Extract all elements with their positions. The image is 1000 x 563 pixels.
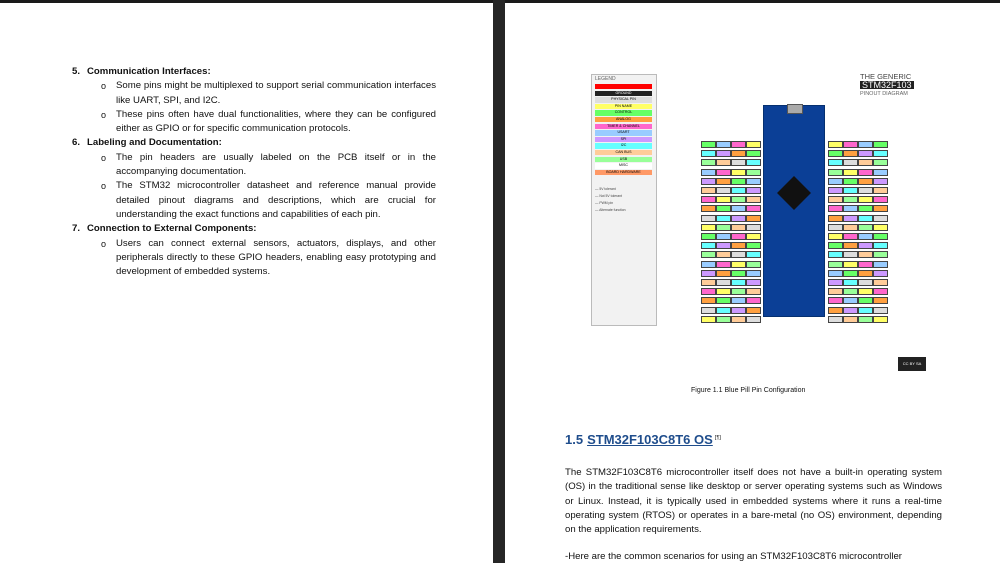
pin-label-block xyxy=(746,297,761,304)
pin-label-block xyxy=(858,187,873,194)
section-number: 1.5 xyxy=(565,432,584,447)
pin-label-block xyxy=(828,215,843,222)
legend-item: TIMER & CHANNEL xyxy=(595,124,652,129)
pin-label-block xyxy=(858,178,873,185)
pin-label-block xyxy=(858,261,873,268)
pin-label-block xyxy=(701,178,716,185)
legend-title: LEGEND xyxy=(595,76,616,82)
pin-label-block xyxy=(731,261,746,268)
cc-license-badge: CC BY SA xyxy=(898,357,926,371)
pin-label-block xyxy=(701,215,716,222)
pin-label-block xyxy=(873,270,888,277)
pin-label-block xyxy=(828,270,843,277)
pin-label-block xyxy=(828,316,843,323)
legend-note: — 5V tolerant xyxy=(595,187,616,191)
pin-label-block xyxy=(716,196,731,203)
pin-label-block xyxy=(701,233,716,240)
legend-item: USB xyxy=(595,157,652,162)
pin-label-block xyxy=(731,307,746,314)
pin-label-block xyxy=(716,224,731,231)
pin-label-block xyxy=(873,261,888,268)
list-number: 5. xyxy=(72,66,81,77)
pin-label-block xyxy=(716,150,731,157)
diagram-title-line: THE GENERIC xyxy=(860,72,912,81)
pin-label-block xyxy=(701,261,716,268)
pin-label-block xyxy=(828,187,843,194)
pin-label-block xyxy=(828,288,843,295)
pin-label-block xyxy=(843,215,858,222)
bullet-item: o The pin headers are usually labeled on the PCB itself or in the accompanying documentation. xyxy=(116,151,436,180)
pin-label-block xyxy=(828,233,843,240)
pin-label-block xyxy=(828,178,843,185)
legend-item: MISC xyxy=(595,163,652,168)
pin-label-block xyxy=(828,297,843,304)
list-item xyxy=(70,222,436,279)
pin-label-block xyxy=(858,233,873,240)
pin-label-block xyxy=(873,279,888,286)
pin-label-block xyxy=(716,178,731,185)
pin-label-block xyxy=(716,233,731,240)
pin-label-block xyxy=(746,141,761,148)
pin-label-block xyxy=(701,196,716,203)
pin-label-block xyxy=(873,288,888,295)
pin-label-block xyxy=(701,150,716,157)
pin-label-block xyxy=(873,224,888,231)
body-paragraph: -Here are the common scenarios for using an STM32F103C8T6 microcontroller xyxy=(565,551,902,562)
document-page-left xyxy=(0,3,493,563)
list-heading: Connection to External Components: xyxy=(87,223,257,235)
pin-label-block xyxy=(843,205,858,212)
pin-label-block xyxy=(731,242,746,249)
pin-label-block xyxy=(843,196,858,203)
bullet-item: o The STM32 microcontroller datasheet and reference manual provide detailed pinout diagrams and descriptions, which are crucial for understanding the exact functions and capabilities of each pin. xyxy=(116,179,436,222)
pin-label-block xyxy=(843,242,858,249)
pin-label-block xyxy=(731,279,746,286)
pin-label-block xyxy=(746,316,761,323)
pin-label-block xyxy=(873,169,888,176)
pin-label-block xyxy=(731,150,746,157)
pin-label-block xyxy=(746,205,761,212)
list-item xyxy=(70,65,436,136)
pin-label-block xyxy=(701,270,716,277)
diagram-title-chip: STM32F103 xyxy=(862,80,912,90)
pin-label-block xyxy=(716,261,731,268)
pin-label-block xyxy=(701,187,716,194)
list-heading: Labeling and Documentation: xyxy=(87,137,222,149)
pin-label-block xyxy=(731,251,746,258)
pin-label-block xyxy=(746,288,761,295)
pin-label-block xyxy=(701,242,716,249)
pin-label-block xyxy=(701,279,716,286)
pin-label-block xyxy=(828,205,843,212)
pin-label-block xyxy=(843,288,858,295)
pin-label-block xyxy=(843,270,858,277)
pin-label-block xyxy=(731,178,746,185)
pin-label-block xyxy=(701,205,716,212)
section-marker: [¶] xyxy=(714,434,721,441)
pin-label-block xyxy=(843,159,858,166)
pin-label-block xyxy=(701,288,716,295)
pin-label-block xyxy=(843,297,858,304)
legend-item: USART xyxy=(595,130,652,135)
bullet-item: o Some pins might be multiplexed to support serial communication interfaces like UART, SPI, and I2C. xyxy=(116,79,436,108)
pin-label-block xyxy=(716,270,731,277)
pin-label-block xyxy=(701,316,716,323)
pin-label-block xyxy=(873,159,888,166)
pin-label-block xyxy=(828,150,843,157)
legend-item: CAN BUS xyxy=(595,150,652,155)
pin-label-block xyxy=(731,196,746,203)
pin-label-block xyxy=(873,297,888,304)
pin-label-block xyxy=(873,141,888,148)
pin-label-block xyxy=(731,316,746,323)
pin-label-block xyxy=(716,215,731,222)
pin-label-block xyxy=(828,141,843,148)
pin-label-block xyxy=(746,169,761,176)
pin-label-block xyxy=(828,261,843,268)
pin-label-block xyxy=(746,233,761,240)
legend-item: BOARD HARDWARE xyxy=(595,170,652,175)
pin-label-block xyxy=(701,307,716,314)
pin-label-block xyxy=(716,169,731,176)
list-heading: Communication Interfaces: xyxy=(87,66,211,77)
pin-label-block xyxy=(746,279,761,286)
pin-label-block xyxy=(843,141,858,148)
pin-label-block xyxy=(858,270,873,277)
pin-label-block xyxy=(716,242,731,249)
pin-label-block xyxy=(701,224,716,231)
pin-label-block xyxy=(731,297,746,304)
legend-note: — Not 5V tolerant xyxy=(595,194,622,198)
pin-label-block xyxy=(858,297,873,304)
pin-label-block xyxy=(746,251,761,258)
pin-label-block xyxy=(858,196,873,203)
pinout-diagram-figure xyxy=(588,69,930,389)
legend-item xyxy=(595,84,652,89)
pin-label-block xyxy=(843,261,858,268)
pin-label-block xyxy=(746,261,761,268)
pin-label-block xyxy=(858,159,873,166)
pin-label-block xyxy=(843,251,858,258)
numbered-list xyxy=(70,65,436,279)
pin-label-block xyxy=(843,279,858,286)
pin-label-block xyxy=(873,150,888,157)
pin-label-block xyxy=(843,150,858,157)
pin-label-block xyxy=(746,270,761,277)
section-heading xyxy=(565,432,721,447)
diagram-title xyxy=(860,73,930,98)
pinout-legend xyxy=(591,74,657,326)
pin-label-block xyxy=(746,150,761,157)
pin-label-block xyxy=(873,196,888,203)
pin-label-block xyxy=(858,316,873,323)
pin-label-block xyxy=(843,233,858,240)
pin-label-block xyxy=(873,215,888,222)
figure-caption: Figure 1.1 Blue Pill Pin Configuration xyxy=(691,387,806,394)
pin-label-block xyxy=(746,187,761,194)
pin-label-block xyxy=(716,297,731,304)
pin-label-block xyxy=(873,205,888,212)
legend-note: — PWM pin xyxy=(595,201,614,205)
pin-label-block xyxy=(731,187,746,194)
pin-label-block xyxy=(858,224,873,231)
pin-label-block xyxy=(716,159,731,166)
pin-label-block xyxy=(843,224,858,231)
pin-label-block xyxy=(858,251,873,258)
pin-label-block xyxy=(843,307,858,314)
pin-label-block xyxy=(731,215,746,222)
pin-label-block xyxy=(701,297,716,304)
diagram-subtitle: PINOUT DIAGRAM xyxy=(860,91,908,97)
blue-pill-board xyxy=(763,105,825,317)
pin-label-block xyxy=(828,242,843,249)
page-gap xyxy=(493,0,505,563)
pin-label-block xyxy=(716,141,731,148)
legend-item: PIN NAME xyxy=(595,104,652,109)
pin-label-block xyxy=(858,205,873,212)
pin-label-block xyxy=(746,307,761,314)
bullet-item: o These pins often have dual functionalities, where they can be configured either as GPIO or for specific communication protocols. xyxy=(116,108,436,137)
pin-label-block xyxy=(858,215,873,222)
document-page-right xyxy=(505,3,1000,563)
pin-label-block xyxy=(873,307,888,314)
pin-label-block xyxy=(858,279,873,286)
pin-label-block xyxy=(843,178,858,185)
pin-label-block xyxy=(858,242,873,249)
body-paragraph: The STM32F103C8T6 microcontroller itself does not have a built-in operating system (OS) in the traditional sense like desktop or server operating systems such as Windows or Linux. Instead, it is typically used in embedded systems where it runs a real-time operating system (RTOS) or operates in a bare-metal (no OS) environment, depending on the application requirements. xyxy=(565,467,942,536)
pin-label-block xyxy=(716,288,731,295)
legend-item: I2C xyxy=(595,143,652,148)
pin-label-block xyxy=(858,169,873,176)
pin-label-block xyxy=(731,205,746,212)
list-number: 7. xyxy=(72,223,81,235)
list-item xyxy=(70,136,436,222)
bullet-item: o Users can connect external sensors, actuators, displays, and other peripherals directly to these GPIO headers, enabling easy prototyping and development of embedded systems. xyxy=(116,237,436,280)
pin-label-block xyxy=(873,178,888,185)
pin-label-block xyxy=(701,159,716,166)
pin-label-block xyxy=(746,242,761,249)
pin-label-block xyxy=(731,141,746,148)
pin-label-block xyxy=(701,141,716,148)
pin-label-block xyxy=(873,316,888,323)
pin-label-block xyxy=(701,251,716,258)
pin-label-block xyxy=(828,169,843,176)
legend-item: ANALOG xyxy=(595,117,652,122)
pin-label-block xyxy=(731,169,746,176)
pin-label-block xyxy=(828,279,843,286)
pin-label-block xyxy=(873,233,888,240)
pin-label-block xyxy=(731,159,746,166)
pin-label-block xyxy=(828,159,843,166)
pin-label-block xyxy=(873,251,888,258)
legend-item: SPI xyxy=(595,137,652,142)
pin-label-block xyxy=(716,307,731,314)
pin-label-block xyxy=(828,307,843,314)
pin-label-block xyxy=(828,251,843,258)
usb-connector xyxy=(787,104,803,114)
pin-label-block xyxy=(746,159,761,166)
pin-label-block xyxy=(731,233,746,240)
pin-label-block xyxy=(731,224,746,231)
legend-item: CONTROL xyxy=(595,110,652,115)
pin-label-block xyxy=(843,316,858,323)
pin-label-block xyxy=(716,251,731,258)
pin-label-block xyxy=(716,187,731,194)
microcontroller-chip xyxy=(777,176,811,210)
pin-label-block xyxy=(701,169,716,176)
pin-label-block xyxy=(731,270,746,277)
pin-label-block xyxy=(873,242,888,249)
pin-label-block xyxy=(828,196,843,203)
pin-label-block xyxy=(858,288,873,295)
pin-label-block xyxy=(731,288,746,295)
list-number: 6. xyxy=(72,137,81,149)
pin-label-block xyxy=(746,178,761,185)
pin-label-block xyxy=(858,150,873,157)
pin-label-block xyxy=(843,169,858,176)
pin-label-block xyxy=(716,205,731,212)
section-title-link[interactable]: STM32F103C8T6 OS xyxy=(587,432,713,447)
pin-label-block xyxy=(858,141,873,148)
legend-note: — Alternate function xyxy=(595,208,626,212)
pin-label-block xyxy=(746,215,761,222)
pin-label-block xyxy=(828,224,843,231)
pin-label-block xyxy=(873,187,888,194)
pin-label-block xyxy=(858,307,873,314)
pin-label-block xyxy=(746,196,761,203)
pin-label-block xyxy=(716,316,731,323)
pin-label-block xyxy=(746,224,761,231)
legend-item: PHYSICAL PIN xyxy=(595,97,652,102)
pin-label-block xyxy=(843,187,858,194)
legend-item: GROUND xyxy=(595,91,652,96)
pin-label-block xyxy=(716,279,731,286)
